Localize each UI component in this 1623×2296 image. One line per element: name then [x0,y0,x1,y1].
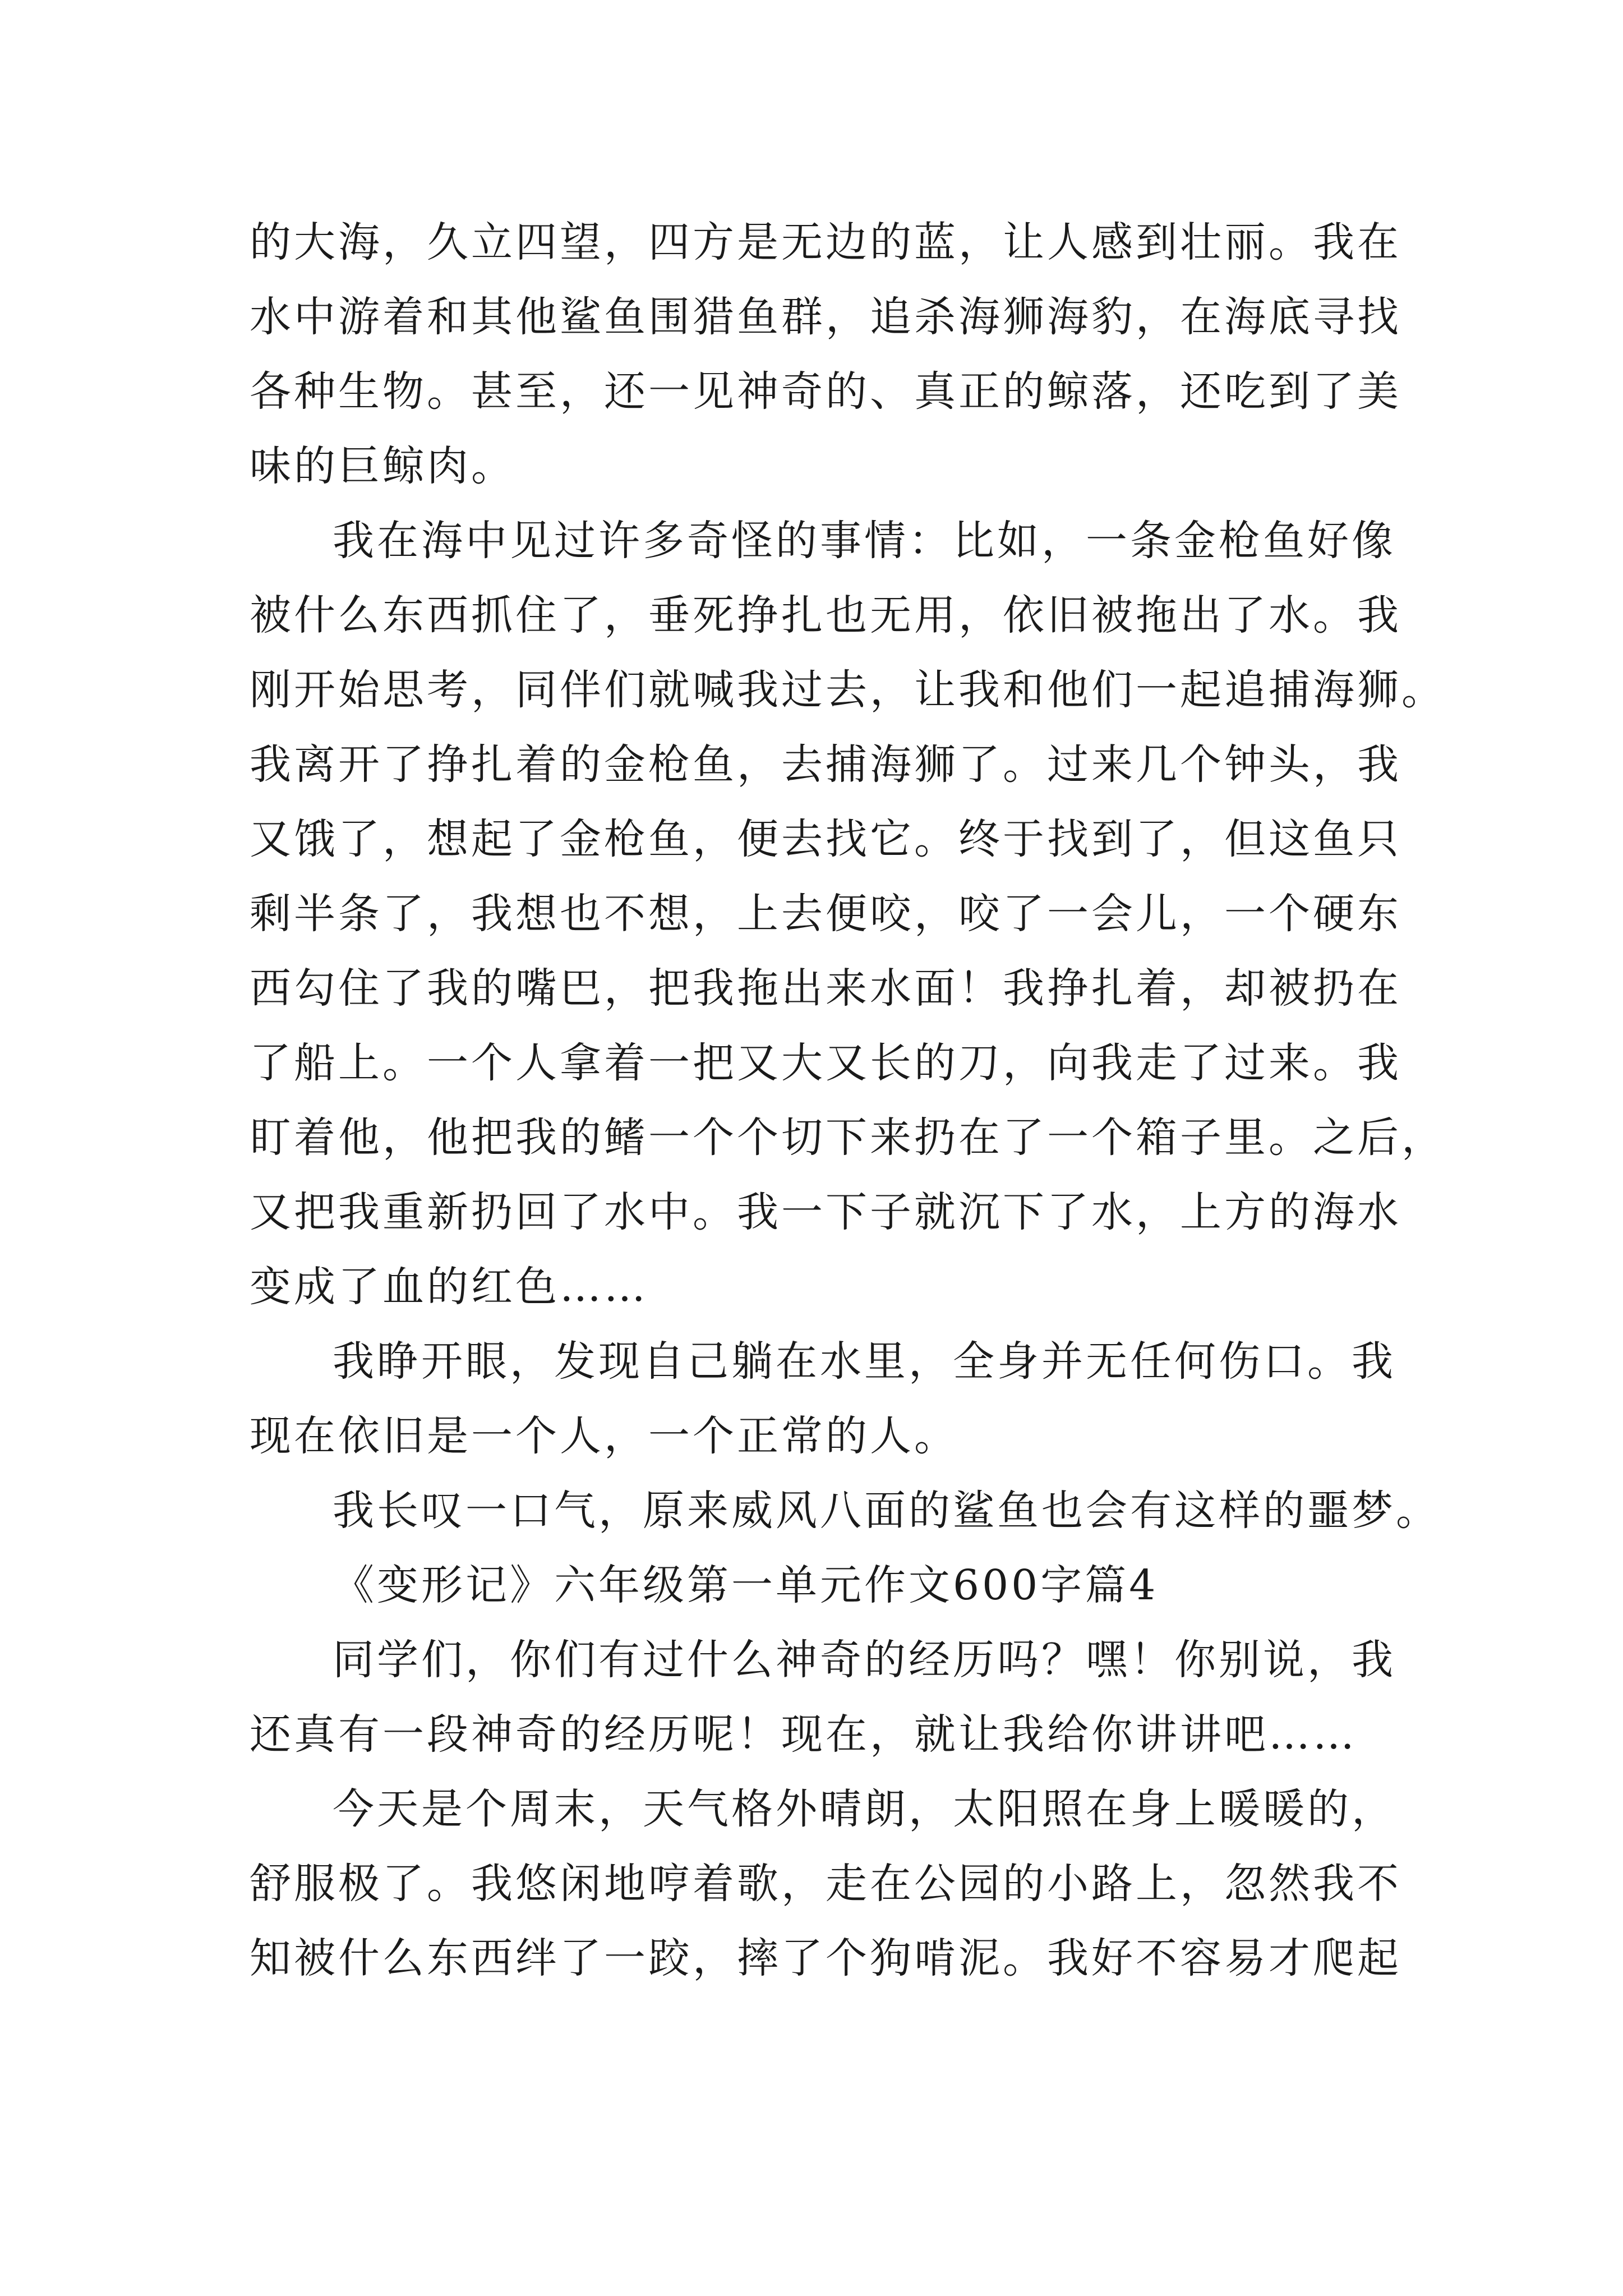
text-line: 被什么东西抓住了，垂死挣扎也无用，依旧被拖出了水。我 [250,591,1401,639]
text-line: 西勾住了我的嘴巴，把我拖出来水面！我挣扎着，却被扔在 [250,964,1401,1013]
text-line: 剩半条了，我想也不想，上去便咬，咬了一会儿，一个硬东 [250,890,1401,938]
document-body [250,205,1446,1996]
text-line: 刚开始思考，同伴们就喊我过去，让我和他们一起追捕海狮。 [250,666,1446,714]
text-line: 《变形记》六年级第一单元作文600字篇4 [333,1561,1159,1609]
text-line: 舒服极了。我悠闲地哼着歌，走在公园的小路上，忽然我不 [250,1860,1401,1908]
text-line: 我长叹一口气，原来威风八面的鲨鱼也会有这样的噩梦。 [333,1487,1440,1535]
text-line: 又把我重新扔回了水中。我一下子就沉下了水，上方的海水 [250,1188,1401,1236]
text-line: 同学们，你们有过什么神奇的经历吗？嘿！你别说，我 [333,1636,1396,1684]
text-line: 的大海，久立四望，四方是无边的蓝，让人感到壮丽。我在 [250,218,1401,266]
text-line: 变成了血的红色…… [250,1263,648,1311]
text-line: 还真有一段神奇的经历呢！现在，就让我给你讲讲吧…… [250,1710,1357,1759]
text-line: 又饿了，想起了金枪鱼，便去找它。终于找到了，但这鱼只 [250,815,1401,863]
text-line: 了船上。一个人拿着一把又大又长的刀，向我走了过来。我 [250,1039,1401,1087]
text-line: 盯着他，他把我的鳍一个个切下来扔在了一个箱子里。之后， [250,1114,1446,1162]
text-line: 今天是个周末，天气格外晴朗，太阳照在身上暖暖的， [333,1785,1396,1833]
text-line: 我在海中见过许多奇怪的事情：比如，一条金枪鱼好像 [333,517,1396,565]
text-line: 味的巨鲸肉。 [250,442,515,490]
text-line: 现在依旧是一个人，一个正常的人。 [250,1412,958,1460]
text-line: 水中游着和其他鲨鱼围猎鱼群，追杀海狮海豹，在海底寻找 [250,293,1401,341]
text-line: 知被什么东西绊了一跤，摔了个狗啃泥。我好不容易才爬起 [250,1934,1401,1982]
text-line: 我离开了挣扎着的金枪鱼，去捕海狮了。过来几个钟头，我 [250,740,1401,789]
text-line: 我睁开眼，发现自己躺在水里，全身并无任何伤口。我 [333,1337,1396,1386]
text-line: 各种生物。甚至，还一见神奇的、真正的鲸落，还吃到了美 [250,367,1401,416]
